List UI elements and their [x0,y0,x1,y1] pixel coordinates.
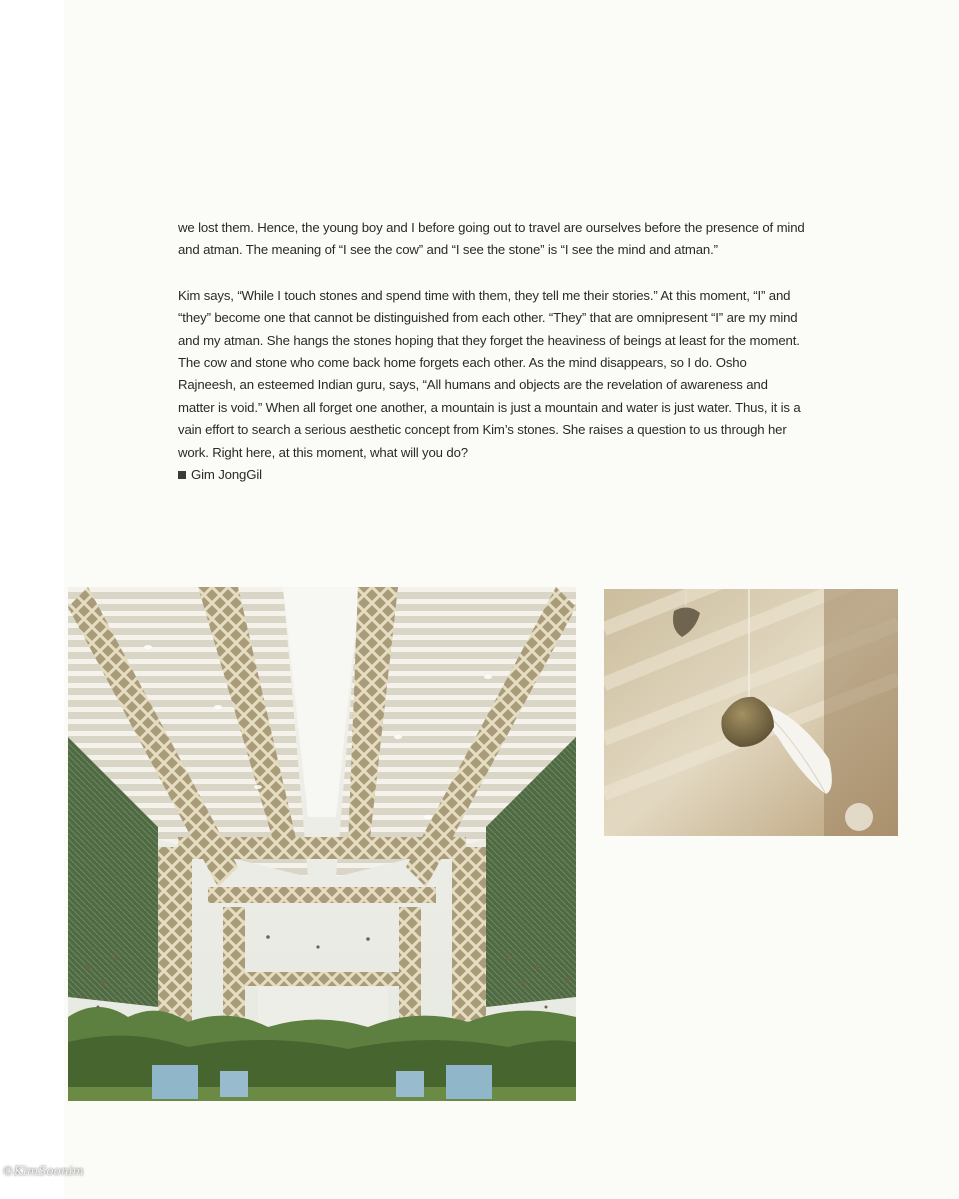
hanging-stone-photo [604,589,898,836]
watermark-text: ©KimSoonim [2,1164,84,1178]
paragraph-2: Kim says, “While I touch stones and spend time with them, they tell me their stories.” At this moment, “I” and “they” become one that cannot be distinguished from each other. “They” that are omnipresent “I” are my mind and my atman. She hangs the stones hoping that they forget the heaviness of beings at least for the moment. The cow and stone who come back home forgets each other. As the mind disappears, so I do. Osho Rajneesh, an esteemed Indian guru, says, “All humans and objects are the revelation of awareness and matter is void.” When all forget one another, a mountain is just a mountain and water is just water. Thus, it is a vain effort to search a serious aesthetic concept from Kim’s stones. She raises a question to us through her work. Right here, at this moment, what will you do? [178,287,801,460]
article-text [178,217,806,486]
author-name: Gim JongGil [191,467,262,483]
pavilion-photo [68,587,576,1101]
author-byline [178,464,806,486]
page-left-margin [0,0,64,1199]
square-bullet-icon [178,471,186,479]
paragraph-1: we lost them. Hence, the young boy and I before going out to travel are ourselves before the presence of mind and atman. The meaning of “I see the cow” and “I see the stone” is “I see the mind and atman.” [178,220,805,258]
